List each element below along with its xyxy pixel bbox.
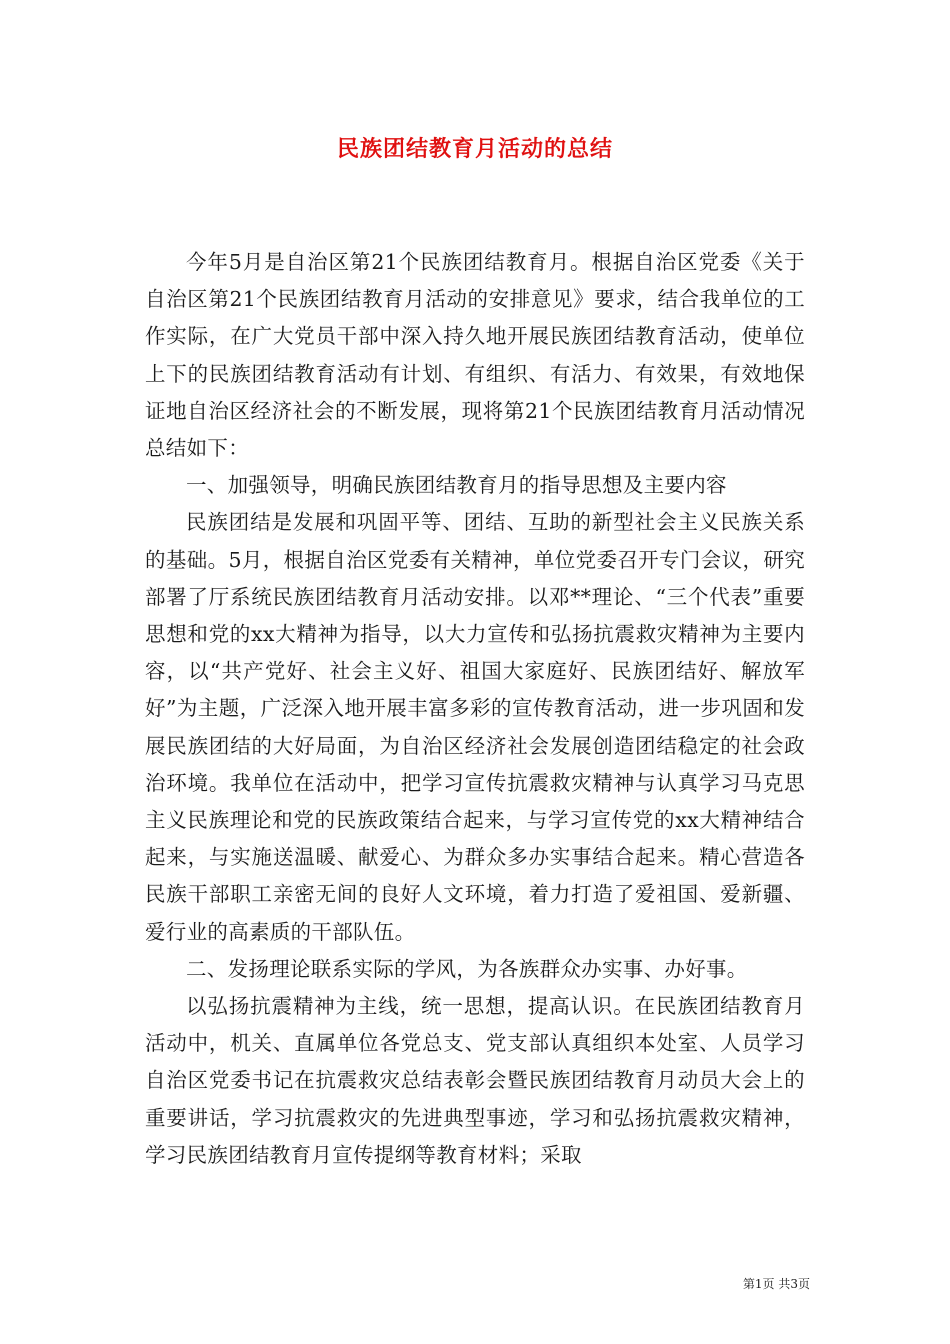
paragraph-section-2: 以弘扬抗震精神为主线，统一思想，提高认识。在民族团结教育月活动中，机关、直属单位各党总支、党支部认真组织本处室、人员学习自治区党委书记在抗震救灾总结表彰会暨民族团结教育月动员大会上的重要讲话，学习抗震救灾的先进典型事迹，学习和弘扬抗震救灾精神，学习民族团结教育月宣传提纲等教育材料；采取 [145, 994, 805, 1167]
document-body [145, 244, 805, 1174]
paragraph-intro: 今年5月是自治区第21个民族团结教育月。根据自治区党委《关于自治区第21个民族团结教育月活动的安排意见》要求，结合我单位的工作实际，在广大党员干部中深入持久地开展民族团结教育活动，使单位上下的民族团结教育活动有计划、有组织、有活力、有效果，有效地保证地自治区经济社会的不断发展，现将第21个民族团结教育月活动情况总结如下： [145, 250, 805, 461]
document-title: 民族团结教育月活动的总结 [336, 136, 613, 162]
section-heading-2: 二、发扬理论联系实际的学风，为各族群众办实事、办好事。 [186, 956, 748, 981]
page-number-footer: 第1页 共3页 [742, 1277, 810, 1291]
paragraph-section-1: 民族团结是发展和巩固平等、团结、互助的新型社会主义民族关系的基础。5月，根据自治区党委有关精神，单位党委召开专门会议，研究部署了厅系统民族团结教育月活动安排。以邓**理论、“三个代表”重要思想和党的xx大精神为指导，以大力宣传和弘扬抗震救灾精神为主要内容，以“共产党好、社会主义好、祖国大家庭好、民族团结好、解放军好”为主题，广泛深入地开展丰富多彩的宣传教育活动，进一步巩固和发展民族团结的大好局面，为自治区经济社会发展创造团结稳定的社会政治环境。我单位在活动中，把学习宣传抗震救灾精神与认真学习马克思主义民族理论和党的民族政策结合起来，与学习宣传党的xx大精神结合起来，与实施送温暖、献爱心、为群众多办实事结合起来。精心营造各民族干部职工亲密无间的良好人文环境，着力打造了爱祖国、爱新疆、爱行业的高素质的干部队伍。 [145, 510, 805, 944]
section-heading-1: 一、加强领导，明确民族团结教育月的指导思想及主要内容 [186, 473, 727, 498]
